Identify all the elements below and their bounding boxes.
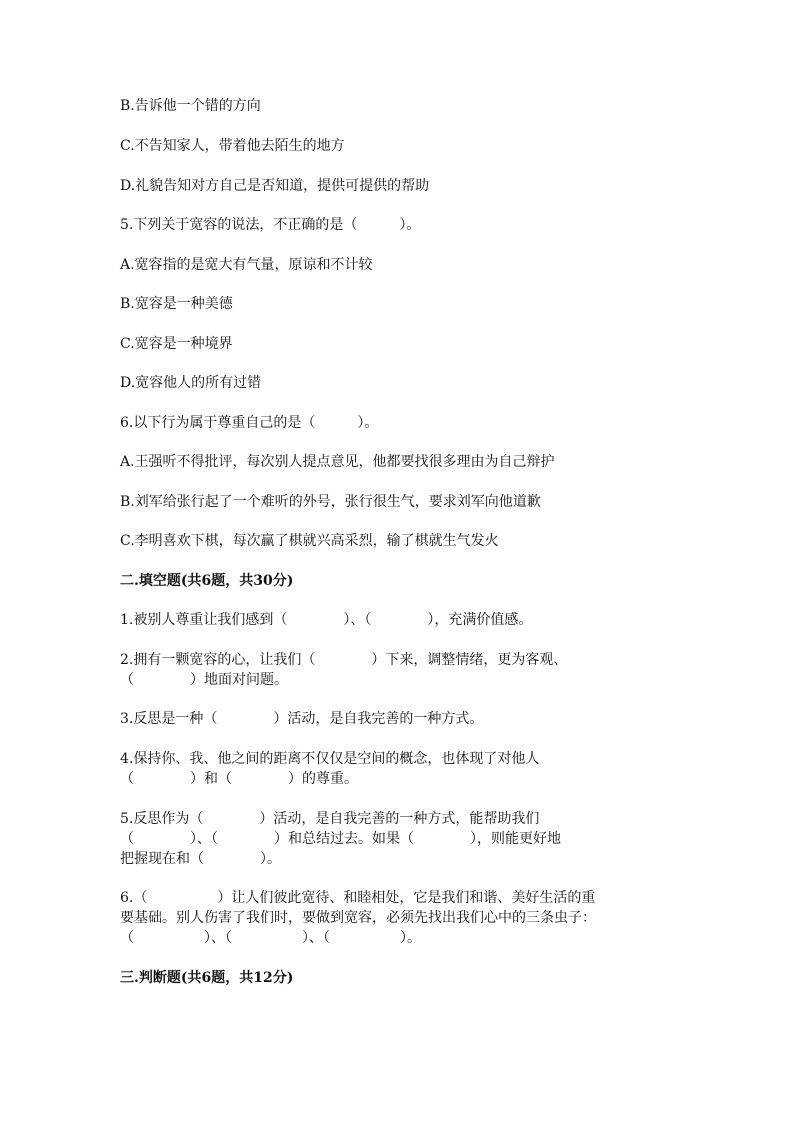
fill-question-5-line-2: （ ）、（ ）和总结过去。如果（ ），则能更好地	[120, 831, 561, 847]
option-4c: C.不告知家人，带着他去陌生的地方	[120, 138, 345, 154]
fill-question-4-line-2: （ ）和（ ）的尊重。	[120, 771, 358, 787]
option-5a: A.宽容指的是宽大有气量，原谅和不计较	[120, 257, 373, 273]
fill-question-4-line-1: 4.保持你、我、他之间的距离不仅仅是空间的概念，也体现了对他人	[120, 751, 540, 767]
question-5: 5.下列关于宽容的说法，不正确的是（ ）。	[120, 217, 421, 233]
option-5c: C.宽容是一种境界	[120, 336, 233, 352]
option-5d: D.宽容他人的所有过错	[120, 375, 262, 391]
option-4d: D.礼貌告知对方自己是否知道，提供可提供的帮助	[120, 178, 430, 194]
fill-question-2-line-2: （ ）地面对问题。	[120, 672, 288, 688]
fill-question-6-line-2: 要基础。别人伤害了我们时，要做到宽容，必须先找出我们心中的三条虫子：	[120, 910, 596, 926]
fill-question-3: 3.反思是一种（ ）活动，是自我完善的一种方式。	[120, 711, 484, 727]
section-heading-fill-blank: 二.填空题(共6题，共30分)	[120, 573, 294, 589]
fill-question-6-line-1: 6.（ ）让人们彼此宽待、和睦相处，它是我们和谐、美好生活的重	[120, 890, 596, 906]
fill-question-5-line-1: 5.反思作为（ ）活动，是自我完善的一种方式，能帮助我们	[120, 811, 540, 827]
fill-question-6-line-3: （ ）、（ ）、（ ）。	[120, 930, 421, 946]
fill-question-2-line-1: 2.拥有一颗宽容的心，让我们（ ）下来，调整情绪，更为客观、	[120, 652, 568, 668]
option-6c: C.李明喜欢下棋，每次赢了棋就兴高采烈，输了棋就生气发火	[120, 533, 499, 549]
fill-question-1: 1.被别人尊重让我们感到（ ）、（ ），充满价值感。	[120, 612, 533, 628]
option-5b: B.宽容是一种美德	[120, 296, 233, 312]
option-6a: A.王强听不得批评，每次别人提点意见，他都要找很多理由为自己辩护	[120, 454, 555, 470]
option-4b: B.告诉他一个错的方向	[120, 98, 261, 114]
fill-question-5-line-3: 把握现在和（ ）。	[120, 851, 281, 867]
option-6b: B.刘军给张行起了一个难听的外号，张行很生气，要求刘军向他道歉	[120, 494, 541, 510]
section-heading-true-false: 三.判断题(共6题，共12分)	[120, 970, 294, 986]
question-6: 6.以下行为属于尊重自己的是（ ）。	[120, 415, 379, 431]
